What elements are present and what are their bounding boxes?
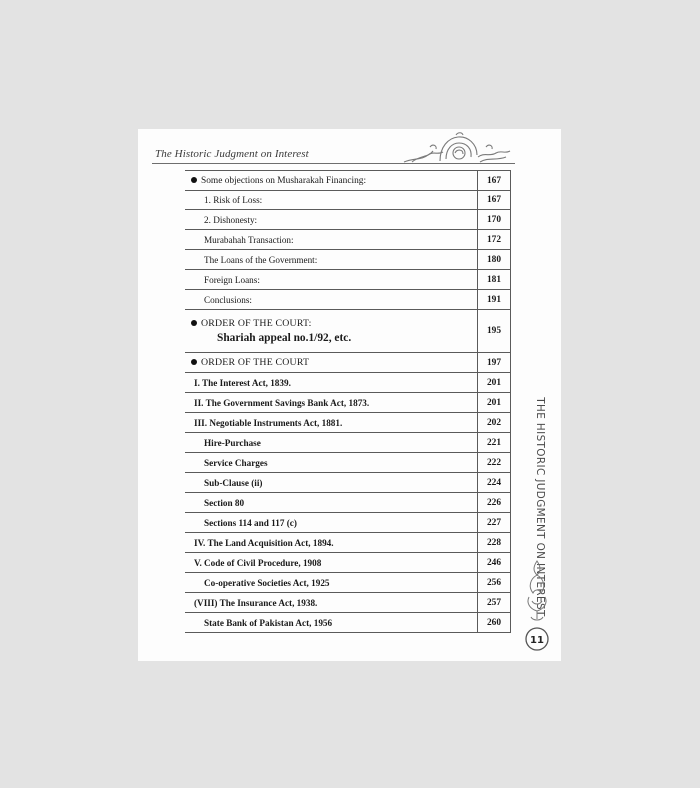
toc-label-text: ORDER OF THE COURT: (201, 318, 312, 329)
toc-page-number: 181 (478, 270, 511, 290)
toc-row (185, 453, 511, 473)
toc-label: V. Code of Civil Procedure, 1908 (185, 553, 478, 573)
toc-page-number: 201 (478, 393, 511, 413)
toc-label: Conclusions: (185, 290, 478, 310)
bullet-icon (191, 320, 197, 326)
toc-label: Service Charges (185, 453, 478, 473)
toc-row (185, 310, 511, 353)
toc-row (185, 373, 511, 393)
running-header-title: The Historic Judgment on Interest (155, 148, 309, 160)
toc-row (185, 210, 511, 230)
toc-page-number: 180 (478, 250, 511, 270)
toc-row (185, 270, 511, 290)
toc-row (185, 533, 511, 553)
bullet-icon (191, 177, 197, 183)
toc-label: (VIII) The Insurance Act, 1938. (185, 593, 478, 613)
toc-label: I. The Interest Act, 1839. (185, 373, 478, 393)
toc-row (185, 393, 511, 413)
toc-label: IV. The Land Acquisition Act, 1894. (185, 533, 478, 553)
toc-row (185, 553, 511, 573)
page-number: 11 (530, 635, 544, 646)
toc-label: III. Negotiable Instruments Act, 1881. (185, 413, 478, 433)
toc-page-number: 224 (478, 473, 511, 493)
toc-page-number: 228 (478, 533, 511, 553)
toc-label (185, 171, 478, 191)
toc-page-number: 191 (478, 290, 511, 310)
toc-row (185, 593, 511, 613)
toc-label: State Bank of Pakistan Act, 1956 (185, 613, 478, 633)
toc-label (185, 353, 478, 373)
toc-page-number: 226 (478, 493, 511, 513)
toc-page-number: 202 (478, 413, 511, 433)
toc-row (185, 250, 511, 270)
toc-page-number: 170 (478, 210, 511, 230)
toc-page-number: 260 (478, 613, 511, 633)
bullet-icon (191, 359, 197, 365)
toc-row (185, 413, 511, 433)
toc-label: Sections 114 and 117 (c) (185, 513, 478, 533)
side-ornament-icon (521, 559, 553, 655)
toc-page-number: 222 (478, 453, 511, 473)
toc-page-number: 167 (478, 171, 511, 191)
toc-row (185, 230, 511, 250)
toc-label: 1. Risk of Loss: (185, 191, 478, 210)
toc-row (185, 613, 511, 633)
toc-sublabel: Shariah appeal no.1/92, etc. (217, 332, 352, 344)
toc-label: The Loans of the Government: (185, 250, 478, 270)
toc-label: Co-operative Societies Act, 1925 (185, 573, 478, 593)
toc-label-text: Some objections on Musharakah Financing: (201, 176, 367, 186)
toc-page-number: 197 (478, 353, 511, 373)
toc-row (185, 290, 511, 310)
toc-label: Hire-Purchase (185, 433, 478, 453)
toc-label (185, 310, 478, 353)
toc-label: Murabahah Transaction: (185, 230, 478, 250)
toc-label: Section 80 (185, 493, 478, 513)
toc-row (185, 573, 511, 593)
side-running-title-text: THE HISTORIC JUDGMENT ON INTEREST (534, 397, 546, 617)
toc-row (185, 513, 511, 533)
header-ornament-icon (400, 131, 512, 165)
toc-page-number: 195 (478, 310, 511, 353)
book-page (138, 129, 561, 661)
toc-row (185, 473, 511, 493)
toc-label: II. The Government Savings Bank Act, 1873. (185, 393, 478, 413)
header-rule (152, 163, 515, 164)
toc-label: Foreign Loans: (185, 270, 478, 290)
toc-row (185, 493, 511, 513)
toc-row (185, 353, 511, 373)
toc-page-number: 257 (478, 593, 511, 613)
toc-row (185, 171, 511, 191)
toc-page-number: 167 (478, 191, 511, 210)
toc-label: 2. Dishonesty: (185, 210, 478, 230)
toc-page-number: 246 (478, 553, 511, 573)
toc-page-number: 227 (478, 513, 511, 533)
toc-label: Sub-Clause (ii) (185, 473, 478, 493)
table-of-contents (185, 170, 511, 633)
toc-row (185, 191, 511, 210)
toc-page-number: 172 (478, 230, 511, 250)
toc-page-number: 221 (478, 433, 511, 453)
toc-page-number: 201 (478, 373, 511, 393)
toc-label-text: ORDER OF THE COURT (201, 357, 310, 368)
toc-page-number: 256 (478, 573, 511, 593)
toc-row (185, 433, 511, 453)
